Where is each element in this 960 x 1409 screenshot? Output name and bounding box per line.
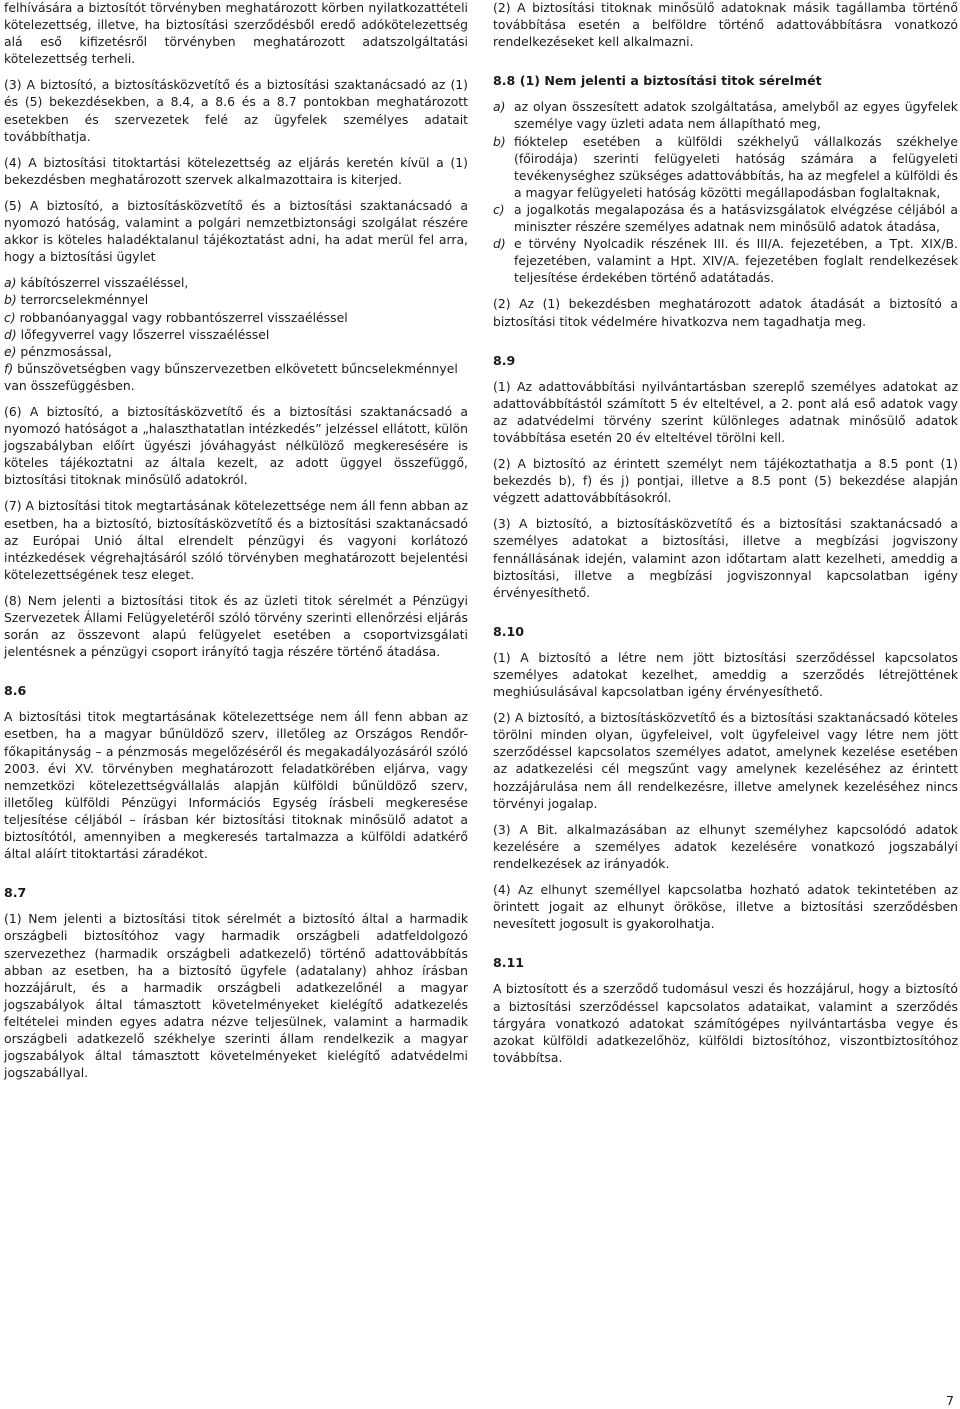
paragraph-8-10-3: (3) A Bit. alkalmazásában az elhunyt személyhez kapcsolódó adatok kezelésére a személyes adatok kezelésére vonatkozó jogszabályi rendelkezések az irányadók.: [493, 821, 958, 871]
paragraph-5: (5) A biztosító, a biztosításközvetítő és a biztosítási szaktanácsadó a nyomozó hatóság, valamint a polgári nemzetbiztonsági szolgálat részére akkor is köteles haladéktalanul tájékoztatást adni, ha adat merül fel arra, hogy a biztosítási ügylet: [4, 197, 468, 265]
section-heading-8-11: 8.11: [493, 955, 525, 971]
list-item: b) terrorcselekménnyel: [4, 292, 149, 308]
paragraph-4: (4) A biztosítási titoktartási kötelezettség az eljárás keretén kívül a (1) bekezdésben meghatározott szervek alkalmazottaira is kiterjed.: [4, 154, 468, 187]
paragraph-8-10-1: (1) A biztosító a létre nem jött biztosítási szerződéssel kapcsolatos személyes adatokat kezelhet, ameddig a szerződés létrejöttének meghiúsulásával kapcsolatban igény érvényesíthető.: [493, 649, 958, 700]
paragraph-8-9-3: (3) A biztosító, a biztosításközvetítő és a biztosítási szaktanácsadó a személyes adatokat a biztosítási, illetve a megbízási jogviszony fennállásának idején, valamint azon időtartam alatt kezelheti, ameddig a biztosítási, illetve a megbízási jogviszonnyal kapcsolatban igény érvényesíthető.: [493, 516, 958, 600]
paragraph-8-10-4: (4) Az elhunyt személlyel kapcsolatba hozható adatok tekintetében az örintett jogait az elhunyt örököse, illetve a biztosítási szerződésben nevesített jogosult is gyakorolhatja.: [493, 882, 958, 932]
paragraph-8-9-1: (1) Az adattovábbítási nyilvántartásban szereplő személyes adatokat az adattovábbítástól számított 5 év elteltével, a 2. pont alá eső adatok vagy az adatvédelmi törvény szerint különleges adatnak minősülő adatok továbbítása esetén 20 év elteltével törölni kell.: [493, 378, 958, 445]
paragraph-8-11: A biztosított és a szerződő tudomásul veszi és hozzájárul, hogy a biztosító a biztosítási szerződéssel kapcsolatos adataikat, valamint a szerződés tárgyára vonatkozó adatokat számítógépes nyilvántartásba vegye és azokat külföldi adatkezelőhöz, külföldi biztosítóhoz, viszontbiztosítóhoz továbbítsa.: [493, 981, 958, 1065]
paragraph-6: (6) A biztosító, a biztosításközvetítő és a biztosítási szaktanácsadó a nyomozó hatóságot a „halaszthatatlan intézkedés” jelzéssel ellátott, külön jogszabályban előírt ügyészi jóváhagyást nélkülöző megkeresésére is köteles tájékoztatni az általa kezelt, az adott üggyel összefüggő, biztosítási titoknak minősülő adatokról.: [4, 403, 468, 488]
paragraph-8: (8) Nem jelenti a biztosítási titok és az üzleti titok sérelmét a Pénzügyi Szervezetek Állami Felügyeletéről szóló törvény szerinti ellenőrzési eljárás során az összevont alapú felügyelet esetében a csoportvizsgálati jelentésnek a pénzügyi csoport irányító tagja részére történő átadása.: [4, 592, 468, 660]
list-8-8: [493, 98, 958, 286]
paragraph-intro: felhívására a biztosítót törvényben meghatározott körben nyilatkozattételi kötelezettség, illetve, ha biztosítási szerződésből eredő adókötelezettség alá eső kifizetésről törvényben meghatározott adatszolgáltatási kötelezettség terheli.: [4, 0, 468, 67]
paragraph-8-9-2: (2) A biztosító az érintett személyt nem tájékoztathatja a 8.5 pont (1) bekezdés b), f) és j) pontjai, illetve a 8.5 pont (5) bekezdése alapján végzett adattovábbításokról.: [493, 456, 958, 506]
list-item: a) kábítószerrel visszaéléssel,: [4, 275, 189, 291]
section-heading-8-9: 8.9: [493, 352, 516, 368]
paragraph-8-10-2: (2) A biztosító, a biztosításközvetítő és a biztosítási szaktanácsadó köteles törölni minden olyan, ügyfeleivel, volt ügyfeleivel vagy létre nem jött szerződéssel kapcsolatos személyes adatot, amelynek kezelése esetében az adatkezelési cél megszűnt vagy amelynek kezeléséhez az érintett hozzájárulása nem áll rendelkezésre, illetve amelynek kezeléséhez nincs törvényi jogalap.: [493, 710, 958, 811]
list-item: e) pénzmosással,: [4, 343, 112, 359]
paragraph-3: (3) A biztosító, a biztosításközvetítő és a biztosítási szaktanácsadó az (1) és (5) bekezdésekben, a 8.4, a 8.6 és a 8.7 pontokban meghatározott esetekben és szervezetek felé az ügyfelek személyes adatait továbbíthatja.: [4, 77, 468, 144]
list-item: d) e törvény Nyolcadik részének III. és III/A. fejezetében, a Tpt. XIX/B. fejezetében, valamint a Hpt. XIV/A. fejezetében foglalt rendelkezések teljesítése érdekében történő adatátadás.: [493, 236, 958, 286]
page-number: 7: [945, 1393, 954, 1408]
paragraph-8-8-2: (2) Az (1) bekezdésben meghatározott adatok átadását a biztosító a biztosítási titok védelmére hivatkozva nem tagadhatja meg.: [493, 296, 958, 329]
list-offences: [4, 274, 468, 394]
list-item: a) az olyan összesített adatok szolgáltatása, amelyből az egyes ügyfelek személye vagy üzleti adata nem állapítható meg,: [493, 99, 958, 132]
list-item: f) bűnszövetségben vagy bűnszervezetben elkövetett bűncselekménnyel van összefüggésben.: [4, 360, 458, 393]
list-item: d) lőfegyverrel vagy lőszerrel visszaéléssel: [4, 326, 270, 342]
section-heading-8-6: 8.6: [4, 683, 27, 699]
paragraph-8-7-1: (1) Nem jelenti a biztosítási titok sérelmét a biztosító által a harmadik országbeli biztosítóhoz vagy harmadik országbeli adatfeldolgozó szervezethez (harmadik országbeli adatkezelő) történő adattovábbítás abban az esetben, ha a biztosító ügyfele (adatalany) ahhoz írásban hozzájárult, és a harmadik országbeli adatkezelőnél a magyar jogszabályok által támasztott követelményeket kielégítő adatkezelés feltételei minden egyes adatra nézve teljesülnek, valamint a harmadik országbeli adatkezelő székhelye szerinti állam rendelkezik a magyar jogszabályok által támasztott követelményeket kielégítő adatvédelmi jogszabállyal.: [4, 911, 468, 1081]
list-item: c) robbanóanyaggal vagy robbantószerrel visszaéléssel: [4, 309, 348, 325]
paragraph-8-6: A biztosítási titok megtartásának kötelezettsége nem áll fenn abban az esetben, ha a magyar bűnüldöző szerv, illetőleg az Országos Rendőr-főkapitányság – a pénzmosás megelőzéséről és megakadályozásáról szóló 2003. évi XV. törvényben meghatározott feladatkörében eljárva, vagy nemzetközi kötelezettségvállalás alapján külföldi bűnüldöző szerv, illetőleg külföldi Pénzügyi Információs Egység írásbeli megkeresése teljesítése céljából – írásban kér biztosítási titoknak minősülő adatot a biztosítótól, amennyiben a megkeresés tartalmazza a külföldi adatkérő által aláírt titoktartási záradékot.: [4, 709, 468, 862]
right-column: [493, 0, 958, 1075]
left-column: [4, 0, 468, 1090]
list-item: c) a jogalkotás megalapozása és a hatásvizsgálatok elvégzése céljából a miniszter részére személyes adatnak nem minősülő adatok átadása,: [493, 201, 958, 235]
list-item: b) fióktelep esetében a külföldi székhelyű vállalkozás székhelye (főirodája) szerinti felügyeleti hatóság számára a felügyeleti tevékenységhez szükséges adattovábbítás, ha az megfelel a külföldi és a magyar felügyeleti hatóság közötti megállapodásban foglaltaknak,: [493, 133, 958, 200]
paragraph-8-7-2: (2) A biztosítási titoknak minősülő adatoknak másik tagállamba történő továbbítása esetén a belföldre történő adattovábbításra vonatkozó rendelkezéseket kell alkalmazni.: [493, 0, 958, 50]
paragraph-7: (7) A biztosítási titok megtartásának kötelezettsége nem áll fenn abban az esetben, ha a biztosító, biztosításközvetítő és a biztosítási szaktanácsadó az Európai Unió által elrendelt pénzügyi és vagyoni korlátozó intézkedések végrehajtásáról szóló törvényben meghatározott bejelentési kötelezettségének tesz eleget.: [4, 498, 468, 582]
section-heading-8-7: 8.7: [4, 885, 27, 901]
section-heading-8-10: 8.10: [493, 623, 525, 639]
section-heading-8-8: 8.8 (1) Nem jelenti a biztosítási titok sérelmét: [493, 73, 822, 89]
